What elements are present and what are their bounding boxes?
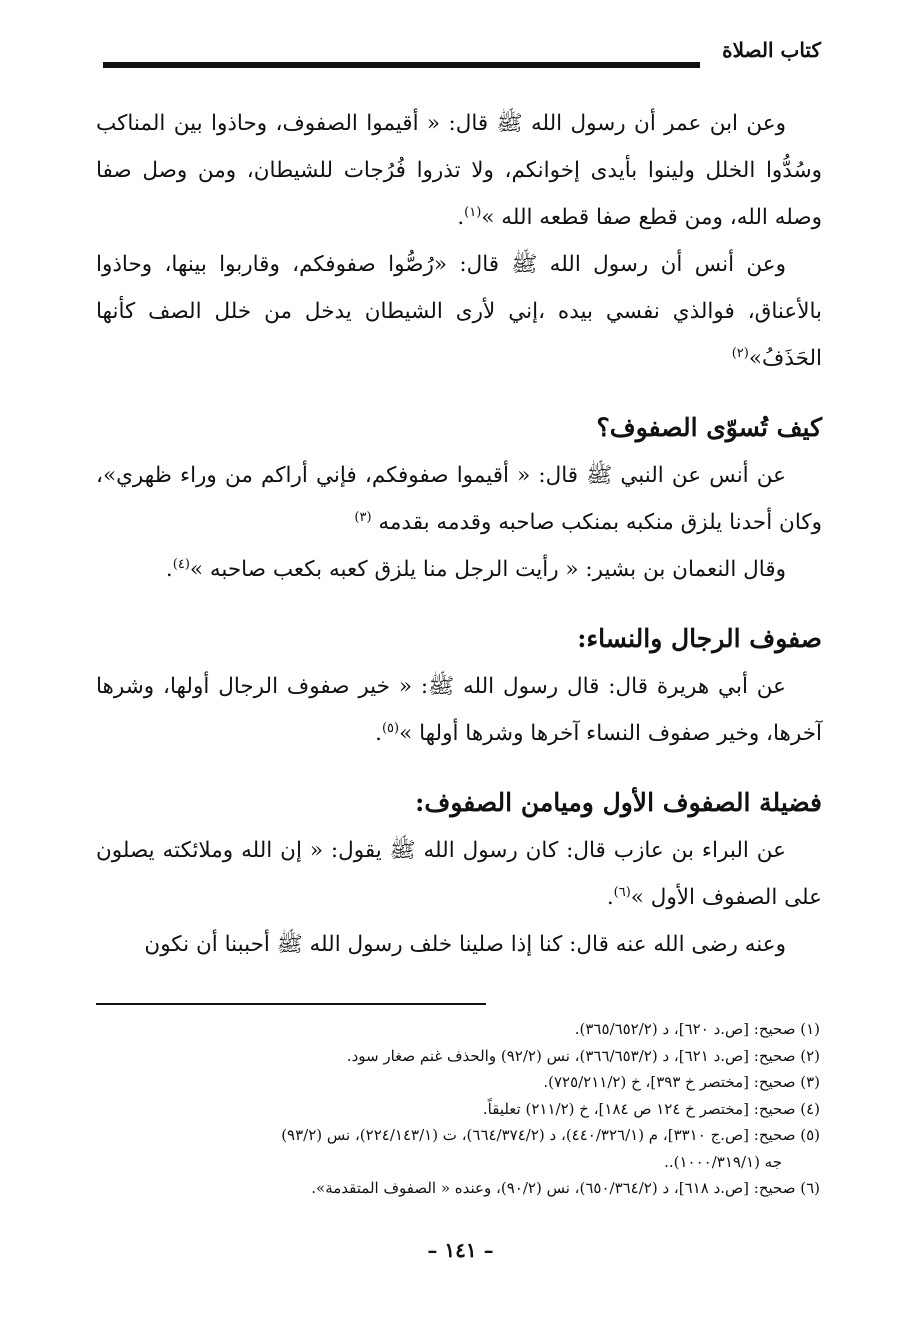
running-title: كتاب الصلاة [722, 38, 821, 62]
footnote-ref: (٢) [731, 345, 749, 361]
main-text [96, 100, 822, 968]
footnote-5: (٥) صحيح: [ص.ج ٣٣١٠]، م (٤٤٠/٣٢٦/١)، د (٦٦٤/٣٧٤/٢)، ت (٢٢٤/١٤٣/١)، نس (٩٣/٢) [281, 1126, 820, 1144]
paragraph-anas-prophet [96, 452, 822, 546]
footnote-3: (٣) صحيح: [مختصر خ ٣٩٣]، خ (٧٢٥/٢١١/٢). [543, 1073, 820, 1091]
footnote-separator [96, 1003, 486, 1005]
footnote-ref: (١) [464, 204, 482, 220]
section-heading-first-rows: فضيلة الصفوف الأول وميامن الصفوف: [415, 788, 822, 817]
paragraph-text: عن أنس عن النبي ﷺ قال: « أقيموا صفوفكم، فإني أراكم من وراء ظهري»، وكان أحدنا يلزق منكبه بمنكب صاحبه وقدمه بقدمه [96, 463, 822, 535]
paragraph-text: وقال النعمان بن بشير: « رأيت الرجل منا يلزق كعبه بكعب صاحبه » [189, 557, 786, 582]
paragraph-text: عن أبي هريرة قال: قال رسول الله ﷺ: « خير صفوف الرجال أولها، وشرها آخرها، وخير صفوف النساء آخرها وشرها أولها » [96, 674, 822, 746]
footnote-4: (٤) صحيح: [مختصر خ ١٢٤ ص ١٨٤]، خ (٢١١/٢) تعليقاً. [482, 1099, 820, 1118]
paragraph-text: عن البراء بن عازب قال: كان رسول الله ﷺ يقول: « إن الله وملائكته يصلون على الصفوف الأول » [96, 838, 822, 910]
header-rule [103, 62, 700, 68]
paragraph-ibn-umar: وعن ابن عمر أن رسول الله ﷺ قال: « أقيموا الصفوف، وحاذوا بين المناكب وسُدُّوا الخلل ولينوا بأيدى إخوانكم، ولا تذروا فُرُجات للشيطان، ومن وصل صفا وصله الله، ومن قطع صفا قطعه الله »$^{(١)}$. [96, 111, 822, 230]
footnote-ref: (٦) [613, 884, 631, 900]
paragraph-bara: عن البراء بن عازب قال: كان رسول الله ﷺ يقول: « إن الله وملائكته يصلون على الصفوف الأول »$^{(٦)}$. [96, 838, 822, 910]
footnote-ref: (٣) [354, 509, 372, 525]
footnote-ref: (٥) [381, 720, 400, 736]
paragraph-anas [96, 241, 822, 382]
footnote-6: (٦) صحيح: [ص.د ٦١٨]، د (٦٥٠/٣٦٤/٢)، نس (٩٠/٢)، وعنده « الصفوف المتقدمة». [311, 1179, 820, 1197]
paragraph-continued: وعنه رضى الله عنه قال: كنا إذا صلينا خلف رسول الله ﷺ أحببنا أن نكون [144, 932, 786, 957]
paragraph-numan: وقال النعمان بن بشير: « رأيت الرجل منا يلزق كعبه بكعب صاحبه »$^{(٤)}$. [165, 556, 786, 582]
footnote-5-continued: جه (١٠٠٠/٣١٩/١).. [664, 1152, 782, 1171]
footnote-1: (١) صحيح: [ص.د ٦٢٠]، د (٣٦٥/٦٥٢/٢). [574, 1020, 820, 1038]
page-number: – ١٤١ – [427, 1238, 494, 1262]
paragraph-text: وعن ابن عمر أن رسول الله ﷺ قال: « أقيموا الصفوف، وحاذوا بين المناكب وسُدُّوا الخلل ولينوا بأيدى إخوانكم، ولا تذروا فُرُجات للشيطان، ومن وصل صفا وصله الله، ومن قطع صفا قطعه الله » [96, 111, 822, 230]
paragraph-abu-hurayra: عن أبي هريرة قال: قال رسول الله ﷺ: « خير صفوف الرجال أولها، وشرها آخرها، وخير صفوف النساء آخرها وشرها أولها »$^{(٥)}$. [96, 674, 822, 746]
section-heading-men-women: صفوف الرجال والنساء: [577, 624, 822, 653]
footnote-ref: (٤) [172, 556, 190, 572]
paragraph-text: وعن أنس أن رسول الله ﷺ قال: «رُصُّوا صفوفكم، وقاربوا بينها، وحاذوا بالأعناق، فوالذي نفسي بيده ،إني لأرى الشيطان يدخل من خلل الصف كأنها الحَذَفُ» [96, 252, 822, 371]
footnote-2: (٢) صحيح: [ص.د ٦٢١]، د (٣٦٦/٦٥٣/٢)، نس (٩٢/٢) والحذف غنم صغار سود. [346, 1046, 820, 1065]
footnotes [80, 1016, 820, 1202]
section-heading-straightening: كيف تُسوّى الصفوف؟ [596, 413, 822, 442]
